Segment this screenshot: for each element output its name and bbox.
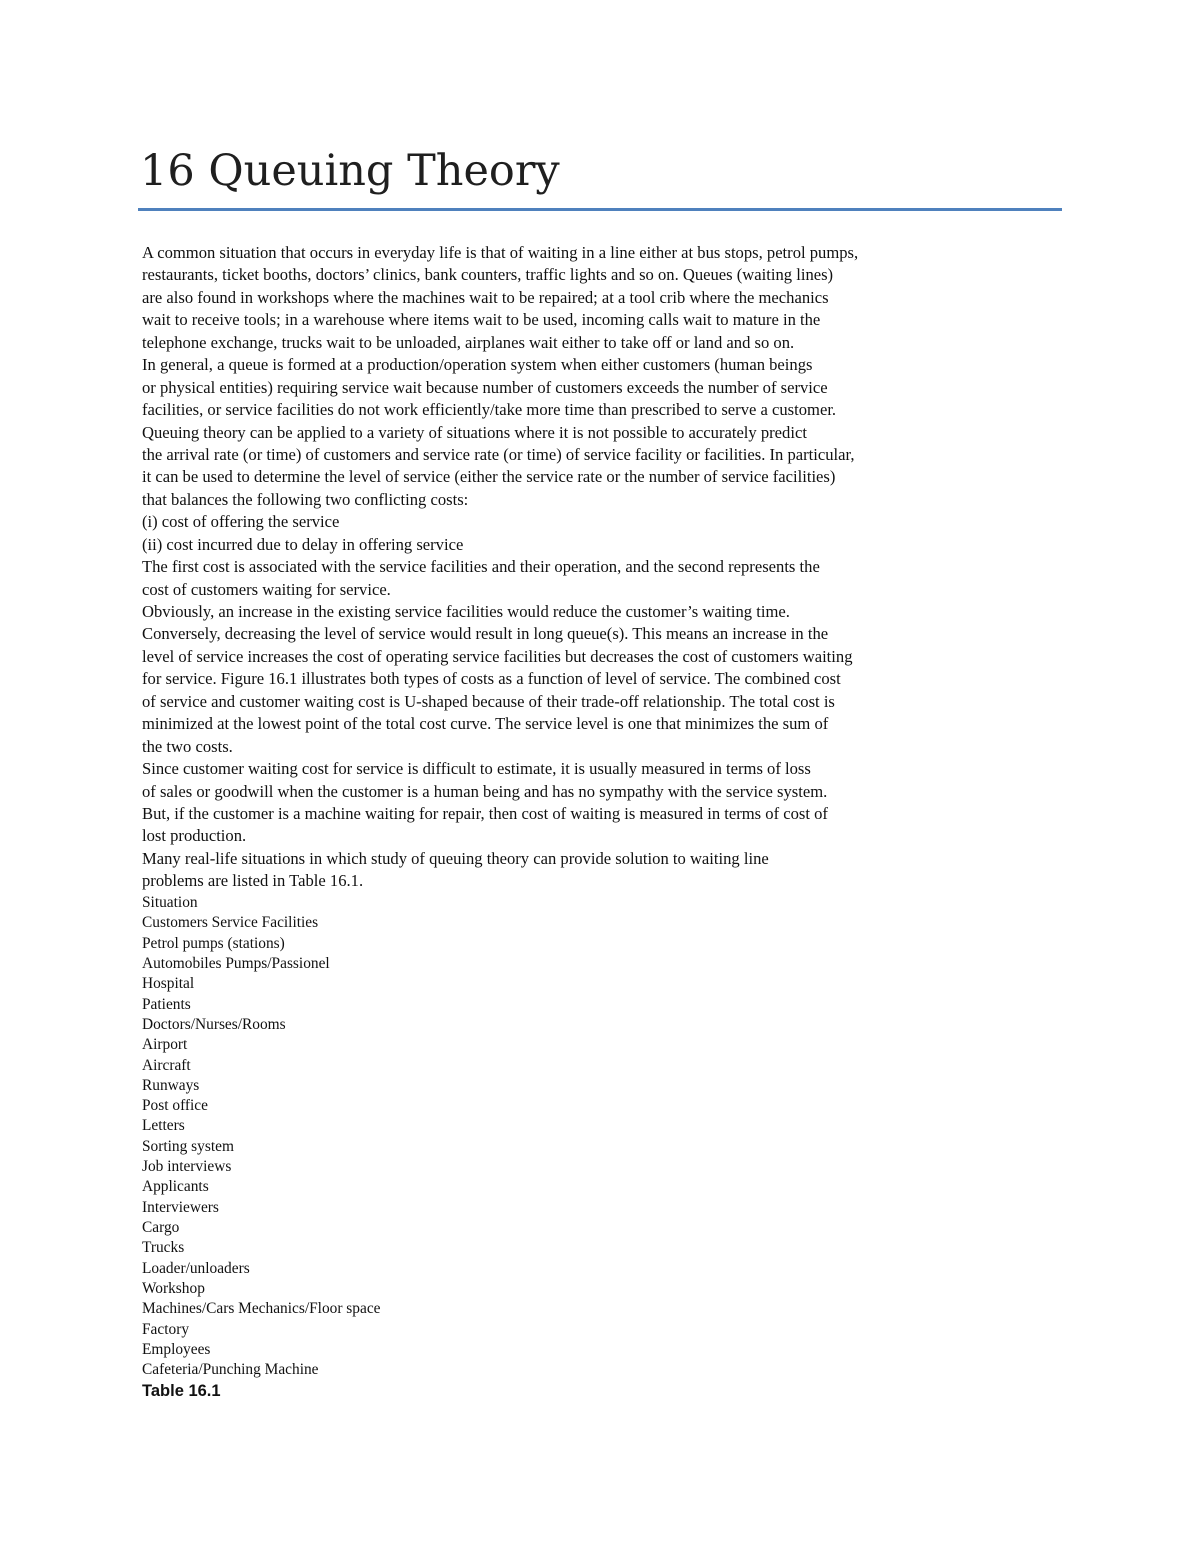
paragraph-line: Queuing theory can be applied to a variety of situations where it is not possible to accurately predict (142, 422, 807, 442)
paragraph-line: restaurants, ticket booths, doctors’ clinics, bank counters, traffic lights and so on. Queues (waiting lines) (142, 265, 834, 285)
table-item: Aircraft (142, 1056, 191, 1074)
paragraph-line: Many real-life situations in which study of queuing theory can provide solution to waiting line (142, 848, 769, 868)
paragraph-line: A common situation that occurs in everyday life is that of waiting in a line either at bus stops, petrol pumps, (142, 243, 859, 262)
table-item: Airport (142, 1036, 188, 1054)
paragraph-line: In general, a queue is formed at a production/operation system when either customers (human beings (142, 355, 813, 375)
table-item: Patients (142, 995, 191, 1013)
paragraph-line: are also found in workshops where the machines wait to be repaired; at a tool crib where the mechanics (142, 287, 829, 307)
paragraph-line: lost production. (142, 826, 247, 846)
paragraph-line: (i) cost of offering the service (142, 512, 340, 532)
table-item: Factory (142, 1320, 190, 1338)
paragraph-line: wait to receive tools; in a warehouse where items wait to be used, incoming calls wait to mature in the (142, 310, 821, 330)
title-underline (138, 208, 1062, 211)
body-paragraphs (142, 242, 1002, 893)
table-item: Sorting system (142, 1137, 234, 1155)
paragraph-line: of sales or goodwill when the customer is a human being and has no sympathy with the service system. (142, 781, 828, 801)
paragraph-line: The first cost is associated with the service facilities and their operation, and the second represents the (142, 557, 820, 577)
table-item: Petrol pumps (stations) (142, 934, 285, 952)
paragraph-line: telephone exchange, trucks wait to be unloaded, airplanes wait either to take off or land and so on. (142, 332, 795, 352)
table-item: Trucks (142, 1239, 185, 1257)
table-item: Applicants (142, 1178, 209, 1196)
paragraph-line: the two costs. (142, 736, 233, 756)
paragraph-line: But, if the customer is a machine waiting for repair, then cost of waiting is measured in terms of cost of (142, 803, 828, 823)
paragraph-line: level of service increases the cost of operating service facilities but decreases the cost of customers waiting (142, 646, 853, 666)
table-caption: Table 16.1 (142, 1382, 221, 1400)
table-item: Automobiles Pumps/Passionel (142, 954, 330, 972)
paragraph-line: it can be used to determine the level of service (either the service rate or the number of service facilities) (142, 467, 836, 487)
table-item: Hospital (142, 975, 195, 993)
table-item: Doctors/Nurses/Rooms (142, 1015, 286, 1033)
table-item: Cargo (142, 1219, 180, 1236)
paragraph-line: facilities, or service facilities do not work efficiently/take more time than prescribed to serve a customer. (142, 400, 837, 420)
table-item: Employees (142, 1340, 211, 1358)
paragraph-line: Since customer waiting cost for service is difficult to estimate, it is usually measured in terms of loss (142, 759, 811, 779)
table-item: Post office (142, 1097, 208, 1115)
table-item: Cafeteria/Punching Machine (142, 1361, 319, 1379)
table-item: Workshop (142, 1279, 205, 1297)
page-title: 16 Queuing Theory (140, 146, 560, 196)
paragraph-line: cost of customers waiting for service. (142, 579, 391, 599)
paragraph-line: minimized at the lowest point of the total cost curve. The service level is one that minimizes the sum of (142, 714, 829, 734)
table-item: Job interviews (142, 1158, 232, 1176)
table-item: Interviewers (142, 1198, 219, 1216)
table-item: Machines/Cars Mechanics/Floor space (142, 1300, 381, 1318)
paragraph-line: Conversely, decreasing the level of service would result in long queue(s). This means an increase in the (142, 624, 829, 644)
table-item: Customers Service Facilities (142, 914, 319, 932)
table-item: Situation (142, 894, 198, 911)
paragraph-line: (ii) cost incurred due to delay in offering service (142, 534, 464, 554)
paragraph-line: problems are listed in Table 16.1. (142, 871, 364, 891)
paragraph-line: of service and customer waiting cost is U-shaped because of their trade-off relationship. The total cost is (142, 691, 835, 711)
table-item: Runways (142, 1076, 200, 1094)
table-item: Loader/unloaders (142, 1259, 250, 1277)
paragraph-line: Obviously, an increase in the existing service facilities would reduce the customer’s waiting time. (142, 602, 790, 621)
paragraph-line: the arrival rate (or time) of customers and service rate (or time) of service facility or facilities. In particular, (142, 444, 855, 464)
paragraph-line: or physical entities) requiring service wait because number of customers exceeds the number of service (142, 377, 828, 397)
table-item: Letters (142, 1117, 185, 1135)
paragraph-line: that balances the following two conflicting costs: (142, 489, 469, 509)
paragraph-line: for service. Figure 16.1 illustrates both types of costs as a function of level of service. The combined cost (142, 669, 841, 689)
table-items-list (142, 893, 542, 1381)
